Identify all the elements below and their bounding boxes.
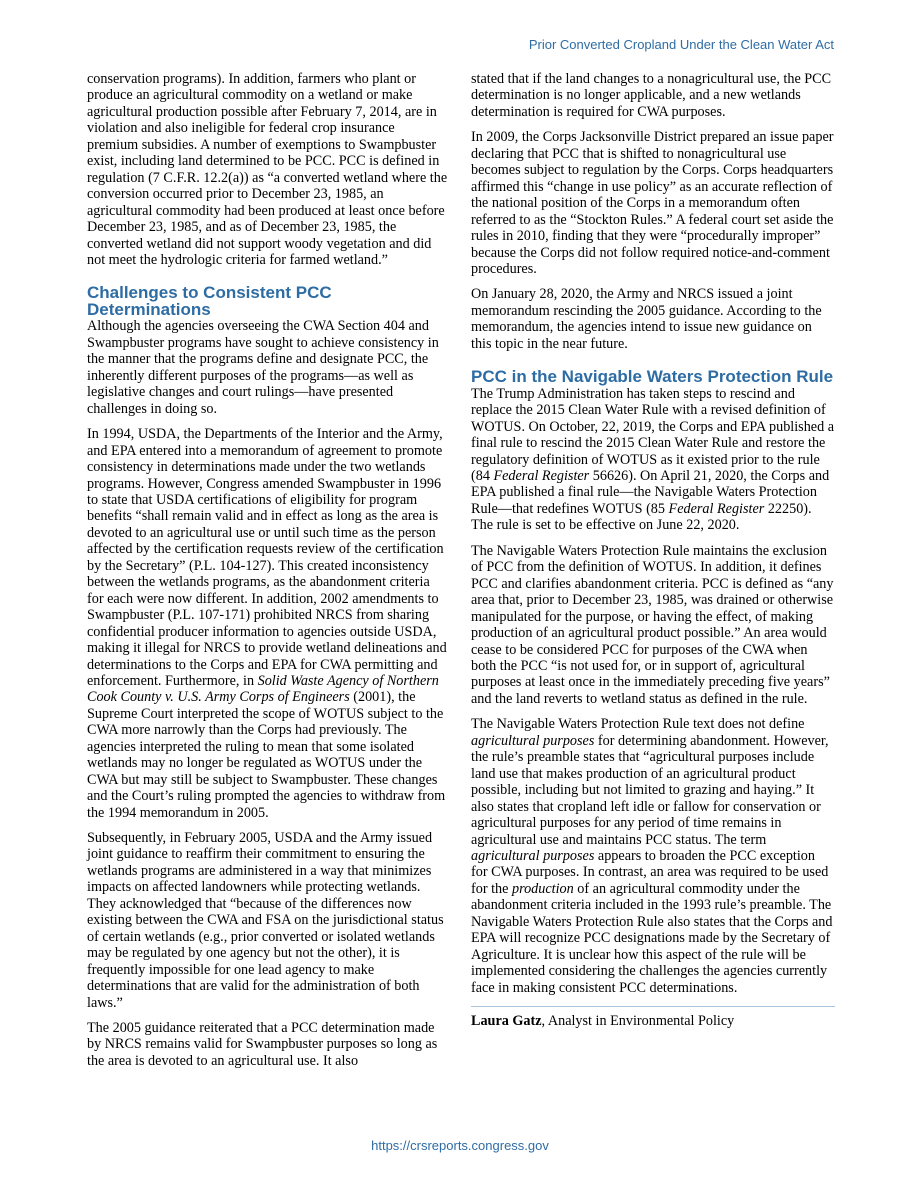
- paragraph: On January 28, 2020, the Army and NRCS issued a joint memorandum rescinding the 2005 guidance. According to the memorandum, the agencies intend to issue new guidance on this topic in the near future.: [471, 286, 822, 352]
- author-name: Laura Gatz: [471, 1013, 542, 1030]
- paragraph: Subsequently, in February 2005, USDA and the Army issued joint guidance to reaffirm their commitment to ensuring the wetlands programs are administered in a way that minimizes impacts on affected landowners while protecting wetlands. They acknowledged that “because of the differences now existing between the CWA and FSA on the jurisdictional status of certain wetlands (e.g., prior converted or isolated wetlands may be regulated by one agency but not the other), it is frequently impossible for one lead agency to make determinations that are valid for the administration of both laws.”: [87, 830, 444, 1011]
- paragraph: stated that if the land changes to a nonagricultural use, the PCC determination is no longer applicable, and a new wetlands determination is required for CWA purposes.: [471, 71, 832, 120]
- section-heading: Challenges to Consistent PCC Determinations: [87, 283, 332, 319]
- author-divider: [471, 1006, 835, 1007]
- paragraph: Although the agencies overseeing the CWA Section 404 and Swampbuster programs have sought to achieve consistency in the manner that the programs define and designate PCC, the inherently different purposes of the programs—as well as legislative changes and court rulings—have presented challenges in doing so.: [87, 318, 439, 417]
- footer-url[interactable]: https://crsreports.congress.gov: [371, 1138, 549, 1153]
- publication-name: Federal Register: [668, 500, 765, 517]
- emphasis-term: agricultural purposes: [471, 732, 595, 749]
- paragraph: The Trump Administration has taken steps to rescind and replace the 2015 Clean Water Rule with a revised definition of WOTUS. On October, 22, 2019, the Corps and EPA published a final rule to rescind the 2015 Clean Water Rule and restore the regulatory definition of WOTUS as it existed prior to the rule (84 Federal Register 56626). On April 21, 2020, the Corps and EPA published a final rule—the Navigable Waters Protection Rule—that redefines WOTUS (85 Federal Register 22250). The rule is set to be effective on June 22, 2020.: [471, 385, 835, 534]
- publication-name: Federal Register: [493, 468, 590, 485]
- emphasis-term: agricultural purposes: [471, 847, 595, 864]
- running-header: Prior Converted Cropland Under the Clean Water Act: [528, 37, 834, 52]
- emphasis-term: production: [511, 880, 574, 897]
- paragraph: conservation programs). In addition, farmers who plant or produce an agricultural commodity on a wetland or make agricultural production possible after February 7, 2014, are in violation and also ineligible for federal crop insurance premium subsidies. A number of exemptions to Swampbuster exist, including land determined to be PCC. PCC is defined in regulation (7 C.F.R. 12.2(a)) as “a converted wetland where the conversion occurred prior to December 23, 1985, an agricultural commodity had been produced at least once before December 23, 1985, and as of December 23, 1985, the converted wetland did not support woody vegetation and did not meet the hydrologic criteria for farmed wetland.”: [87, 71, 448, 268]
- paragraph: In 2009, the Corps Jacksonville District prepared an issue paper declaring that PCC that is shifted to nonagricultural use becomes subject to regulation by the Corps. Corps headquarters affirmed this “change in use policy” as an accurate reflection of the national position of the Corps in a memorandum often referred to as the “Stockton Rules.” A federal court set aside the rules in 2010, finding that they were “procedurally improper” because the Corps did not follow required notice-and-comment procedures.: [471, 129, 834, 277]
- left-column: [87, 71, 449, 1078]
- case-name: Solid Waste Agency of Northern Cook County v. U.S. Army Corps of Engineers: [87, 672, 439, 706]
- paragraph: The Navigable Waters Protection Rule text does not define agricultural purposes for determining abandonment. However, the rule’s preamble states that “agricultural purposes include land use that makes production of an agricultural product possible, including but not limited to grazing and haying.” It also states that cropland left idle or fallow for conservation or agricultural purposes for any period of time remains in agricultural use and maintains PCC status. The term agricultural purposes appears to broaden the PCC exception for CWA purposes. In contrast, an area was required to be used for the production of an agricultural commodity under the abandonment criteria included in the 1993 rule’s preamble. The Navigable Waters Protection Rule also states that the Corps and EPA will recognize PCC designations made by the Secretary of Agriculture. It is unclear how this aspect of the rule will be implemented considering the challenges the agencies currently face in making consistent PCC determinations.: [471, 716, 833, 996]
- author-line: [471, 1013, 835, 1029]
- author-title: , Analyst in Environmental Policy: [541, 1013, 735, 1030]
- paragraph: The Navigable Waters Protection Rule maintains the exclusion of PCC from the definition of WOTUS. In addition, it defines PCC and clarifies abandonment criteria. PCC is defined as “any area that, prior to December 23, 1985, was drained or otherwise manipulated for the purpose, or having the effect, of making production of an agricultural product possible.” An area would cease to be considered PCC for purposes of the CWA when both the PCC “is not used for, or in support of, agricultural purposes at least once in the immediately preceding five years” and the land reverts to wetland status as defined in the rule.: [471, 542, 834, 707]
- right-column: [471, 71, 835, 1039]
- section-heading: PCC in the Navigable Waters Protection Rule: [471, 367, 834, 387]
- paragraph: The 2005 guidance reiterated that a PCC determination made by NRCS remains valid for Swampbuster purposes so long as the area is devoted to an agricultural use. It also: [87, 1020, 438, 1069]
- paragraph: In 1994, USDA, the Departments of the Interior and the Army, and EPA entered into a memorandum of agreement to promote consistency in determinations made under the two wetlands programs. However, Congress amended Swampbuster in 1996 to state that USDA certifications of eligibility for program benefits “shall remain valid and in effect as long as the area is devoted to an agricultural use or until such time as the person affected by the certification requests review of the certification by the Secretary” (P.L. 104-127). This created inconsistency between the wetlands programs, as the abandonment criteria for each were now different. In addition, 2002 amendments to Swampbuster (P.L. 107-171) prohibited NRCS from sharing confidential producer information to agencies outside USDA, making it illegal for NRCS to provide wetland delineations and determinations to the Corps and EPA for CWA permitting and enforcement. Furthermore, in Solid Waste Agency of Northern Cook County v. U.S. Army Corps of Engineers (2001), the Supreme Court interpreted the scope of WOTUS subject to the CWA more narrowly than the Corps had previously. The agencies interpreted the ruling to mean that some isolated wetlands may no longer be regulated as WOTUS under the CWA but may still be subject to Swampbuster. These changes and the Court’s ruling prompted the agencies to withdraw from the 1994 memorandum in 2005.: [87, 426, 447, 821]
